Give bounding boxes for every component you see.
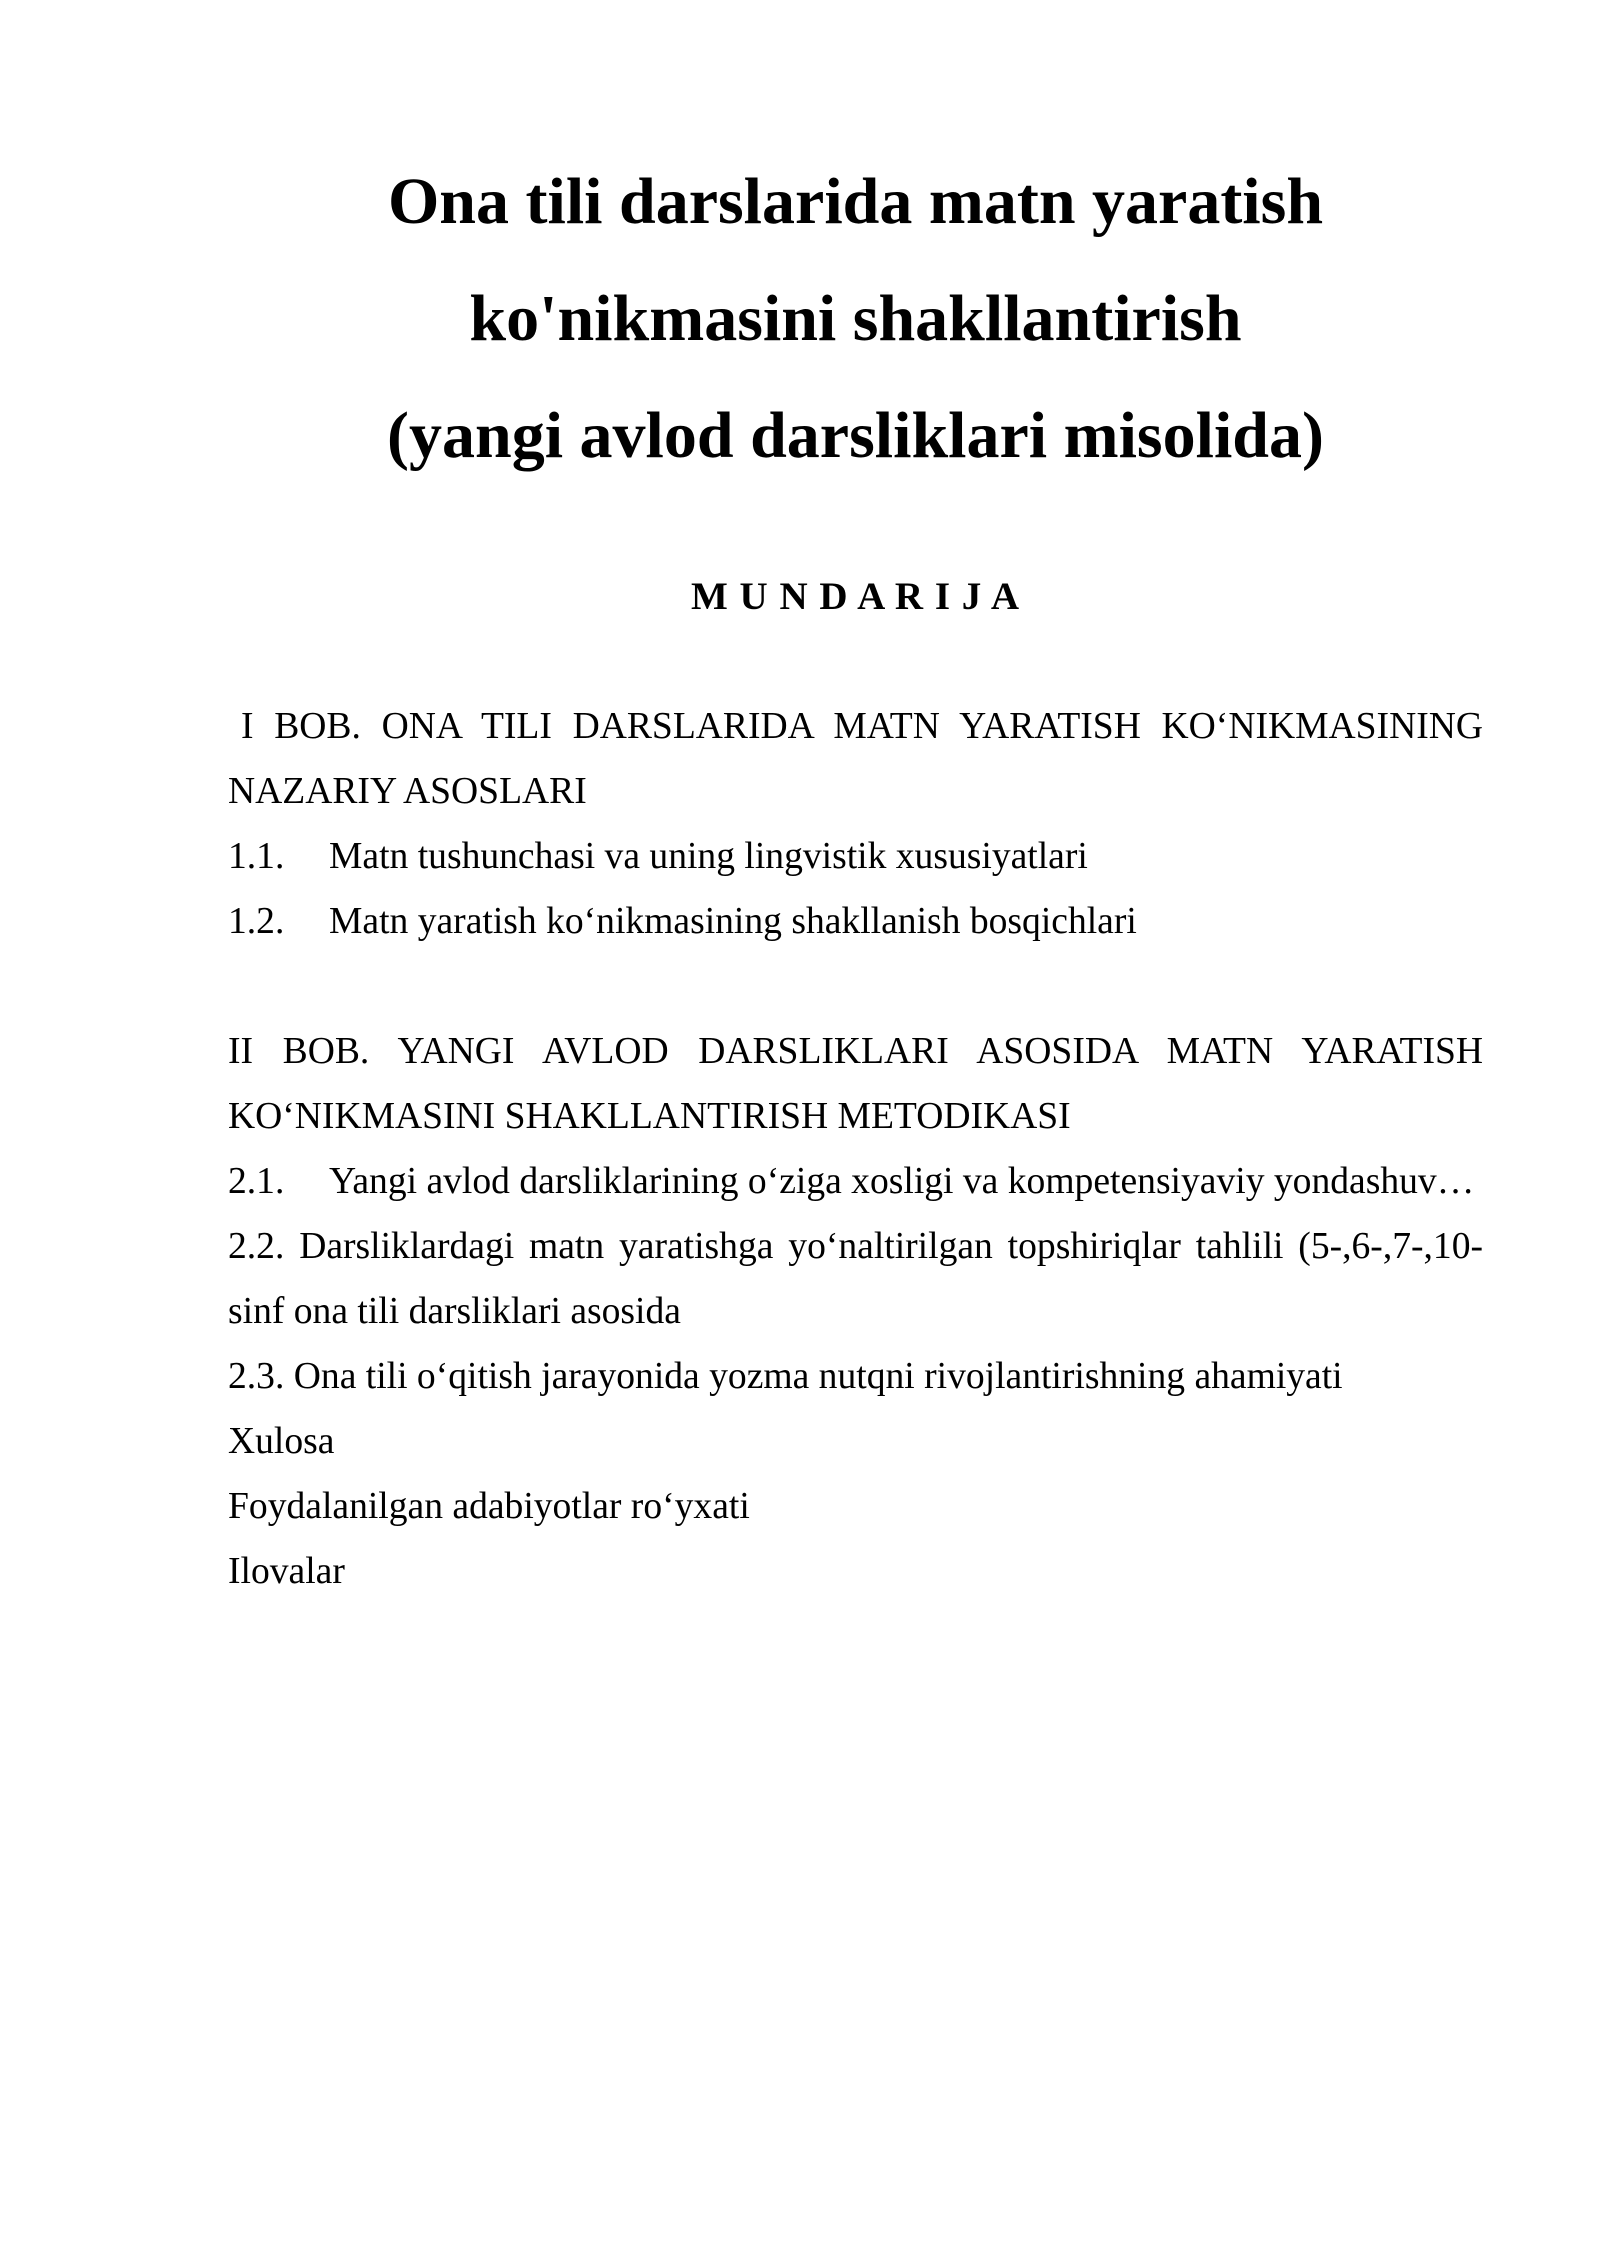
title-line-2: ko'nikmasini shakllantirish	[469, 282, 1242, 355]
toc-entry-appendices: Ilovalar	[228, 1551, 345, 1592]
chapter-1-heading-line-2: NAZARIY ASOSLARI	[228, 771, 587, 812]
table-of-contents	[228, 694, 1483, 1604]
toc-entry-1-2-number: 1.2.	[228, 901, 285, 942]
contents-heading: M U N D A R I J A	[690, 575, 1021, 618]
toc-entry-1-1	[228, 824, 1483, 889]
toc-entry-bibliography: Foydalanilgan adabiyotlar roʻyxati	[228, 1486, 750, 1527]
toc-entry-2-2-line-2: sinf ona tili darsliklari asosida	[228, 1291, 681, 1332]
toc-entry-xulosa: Xulosa	[228, 1421, 335, 1462]
toc-entry-1-1-text: Matn tushunchasi va uning lingvistik xususiyatlari	[329, 836, 1088, 877]
toc-entry-2-1-number: 2.1.	[228, 1161, 285, 1202]
toc-entry-2-1	[228, 1149, 1483, 1214]
chapter-2-heading-line-1: II BOB. YANGI AVLOD DARSLIKLARI ASOSIDA MATN YARATISH	[228, 1031, 1483, 1072]
toc-entry-2-1-text: Yangi avlod darsliklarining oʻziga xosligi va kompetensiyaviy yondashuv…	[329, 1161, 1475, 1202]
toc-entry-2-3: 2.3. Ona tili oʻqitish jarayonida yozma nutqni rivojlantirishning ahamiyati	[228, 1356, 1343, 1397]
chapter-1-heading-line-1: I BOB. ONA TILI DARSLARIDA MATN YARATISH KOʻNIKMASINING	[241, 706, 1483, 747]
chapter-2-block	[228, 1019, 1483, 1604]
title-line-3: (yangi avlod darsliklari misolida)	[387, 399, 1324, 472]
title-line-1: Ona tili darslarida matn yaratish	[387, 165, 1324, 238]
toc-entry-1-2	[228, 889, 1483, 954]
toc-entry-2-2-line-1: 2.2. Darsliklardagi matn yaratishga yoʻnaltirilgan topshiriqlar tahlili (5-,6-,7-,10-	[228, 1226, 1483, 1267]
toc-entry-1-1-number: 1.1.	[228, 836, 285, 877]
chapter-1-block	[228, 694, 1483, 954]
toc-entry-1-2-text: Matn yaratish koʻnikmasining shakllanish bosqichlari	[329, 901, 1137, 942]
document-title	[228, 143, 1483, 494]
chapter-2-heading-line-2: KOʻNIKMASINI SHAKLLANTIRISH METODIKASI	[228, 1096, 1071, 1137]
